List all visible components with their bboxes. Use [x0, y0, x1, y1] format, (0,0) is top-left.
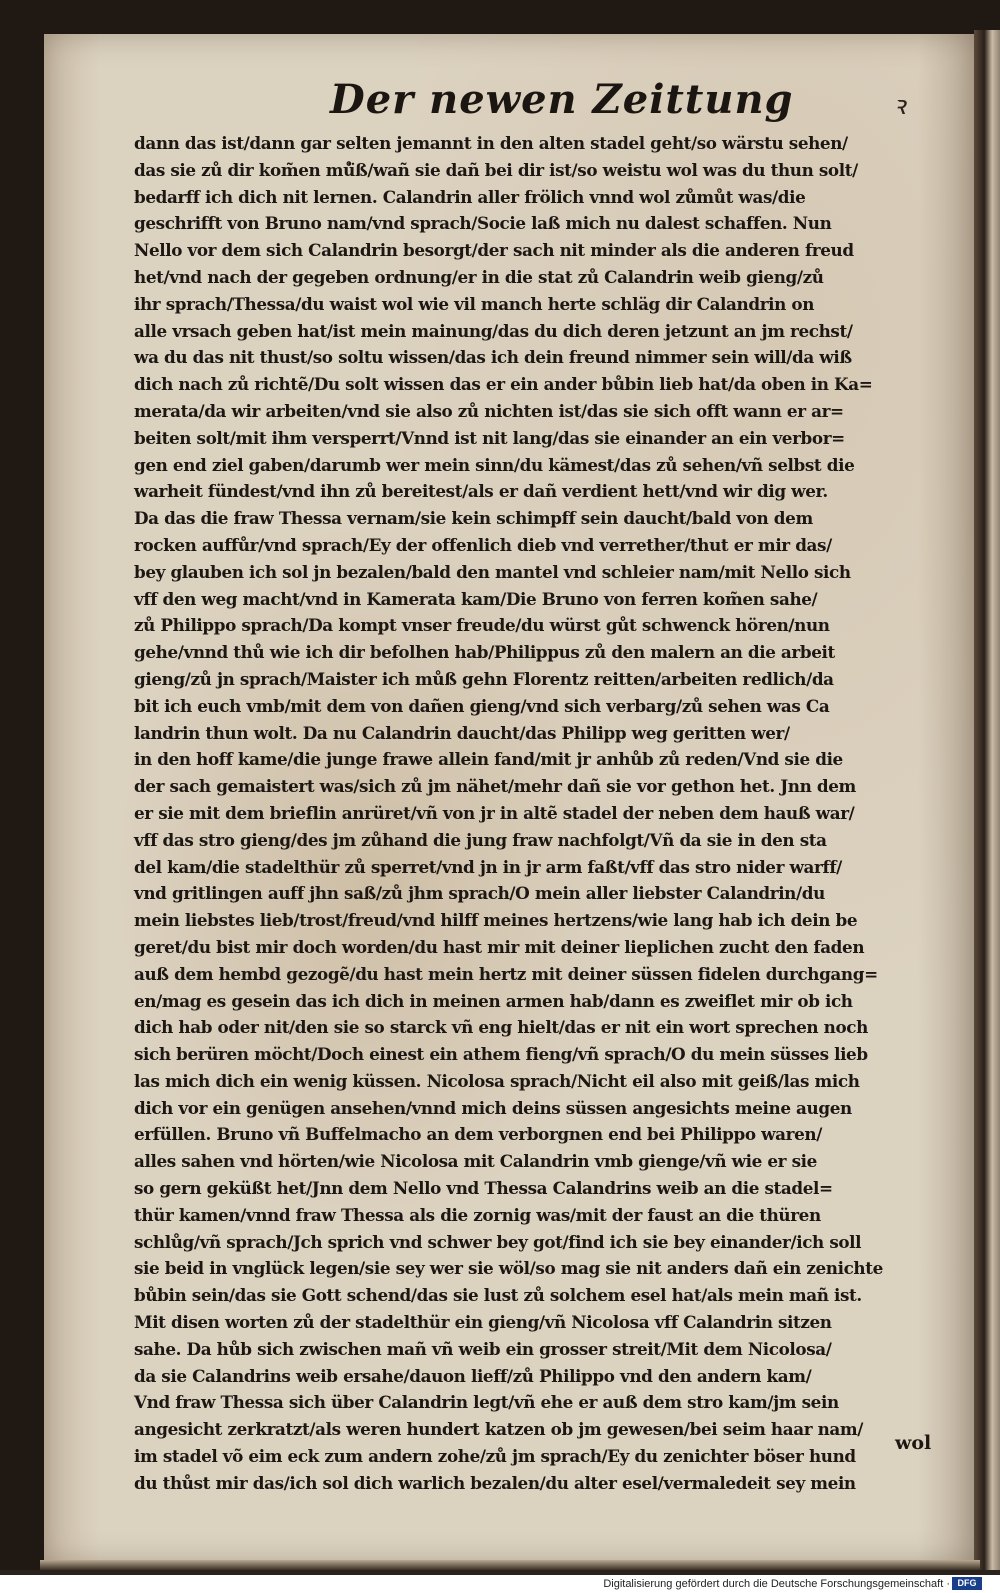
text-line: der sach gemaistert was/sich zů jm nähet/mehr dañ sie vor gethon het. Jnn dem: [134, 777, 856, 798]
text-line: vff das stro gieng/des jm zůhand die jung fraw nachfolgt/Vñ da sie in den sta: [134, 830, 827, 851]
text-line: gieng/zů jn sprach/Maister ich můß gehn Florentz reitten/arbeiten redlich/da: [134, 669, 834, 690]
text-line: so gern geküßt het/Jnn dem Nello vnd Thessa Calandrins weib an die stadel=: [134, 1179, 833, 1200]
text-line: auß dem hembd gezogẽ/du hast mein hertz mit deiner süssen fidelen durchgang=: [134, 964, 878, 985]
text-line: Vnd fraw Thessa sich über Calandrin legt/vñ ehe er auß dem stro kam/jm sein: [134, 1393, 839, 1414]
text-line: thür kamen/vnnd fraw Thessa als die zornig was/mit der faust an die thüren: [134, 1205, 821, 1226]
text-line: du thůst mir das/ich sol dich warlich bezalen/du alter esel/vermaledeit sey mein: [134, 1473, 856, 1494]
text-line: rocken auffůr/vnd sprach/Ey der offenlich dieb vnd verrether/thut er mir das/: [134, 535, 832, 556]
text-line: las mich dich ein wenig küssen. Nicolosa sprach/Nicht eil also mit geiß/las mich: [134, 1071, 860, 1092]
text-line: zů Philippo sprach/Da kompt vnser freude/du würst gůt schwenck hören/nun: [134, 616, 830, 637]
text-line: angesicht zerkratzt/als weren hundert katzen ob jm gewesen/bei seim haar nam/: [134, 1420, 864, 1441]
dfg-logo: DFG: [952, 1577, 982, 1590]
text-line: geret/du bist mir doch worden/du hast mir mit deiner lieplichen zucht den faden: [134, 937, 865, 958]
text-line: en/mag es gesein das ich dich in meinen armen hab/dann es zweiflet mir ob ich: [134, 991, 853, 1012]
text-line: mein liebstes lieb/trost/freud/vnd hilff meines hertzens/wie lang hab ich dein be: [134, 911, 858, 932]
text-line: wa du das nit thust/so soltu wissen/das ich dein freund nimmer sein will/da wiß: [134, 348, 852, 369]
text-line: bedarff ich dich nit lernen. Calandrin aller frölich vnnd wol zůmůt was/die: [134, 187, 806, 208]
text-line: beiten solt/mit ihm versperrt/Vnnd ist nit lang/das sie einander an ein verbor=: [134, 428, 845, 449]
text-line: Mit disen worten zů der stadelthür ein gieng/vñ Nicolosa vff Calandrin sitzen: [134, 1313, 832, 1334]
text-line: bey glauben ich sol jn bezalen/bald den mantel vnd schleier nam/mit Nello sich: [134, 562, 851, 583]
text-line: landrin thun wolt. Da nu Calandrin daucht/das Philipp weg geritten wer/: [134, 723, 790, 744]
text-line: gen end ziel gaben/darumb wer mein sinn/du kämest/das zů sehen/vñ selbst die: [134, 455, 855, 476]
text-line: ihr sprach/Thessa/du waist wol wie vil manch herte schläg dir Calandrin on: [134, 294, 815, 315]
text-line: im stadel võ eim eck zum andern zohe/zů jm sprach/Ey du zenichter böser hund: [134, 1447, 856, 1468]
text-line: das sie zů dir kom̃en mů̈ß/wañ sie dañ bei dir ist/so weistu wol was du thun solt/: [134, 160, 858, 181]
text-line: merata/da wir arbeiten/vnd sie also zů nichten ist/das sie sich offt wann er ar=: [134, 401, 844, 422]
text-line: alle vrsach geben hat/ist mein mainung/das du dich deren jetzunt an jm rechst/: [134, 321, 853, 342]
text-line: Da das die fraw Thessa vernam/sie kein schimpff sein daucht/bald von dem: [134, 509, 813, 530]
text-line: da sie Calandrins weib ersahe/dauon lieff/zů Philippo vnd den andern kam/: [134, 1366, 812, 1387]
footer-credit: Digitalisierung gefördert durch die Deutsche Forschungsgemeinschaft ·: [603, 1578, 950, 1590]
text-line: dann das ist/dann gar selten jemannt in den alten stadel geht/so wärstu sehen/: [134, 134, 848, 154]
running-heading: Der newen Zeittung: [330, 76, 794, 123]
text-line: vff den weg macht/vnd in Kamerata kam/Die Bruno von ferren kom̃en sahe/: [134, 589, 818, 610]
text-line: het/vnd nach der gegeben ordnung/er in die stat zů Calandrin weib gieng/zů: [134, 267, 824, 288]
text-line: Nello vor dem sich Calandrin besorgt/der sach nit minder als die anderen freud: [134, 241, 854, 262]
text-line: schlůg/vñ sprach/Jch sprich vnd schwer bey got/find ich sie bey einander/ich soll: [134, 1232, 862, 1253]
text-line: bůbin sein/das sie Gott schend/das sie lust zů solchem esel hat/als mein mañ ist.: [134, 1286, 862, 1307]
text-line: warheit fündest/vnd ihn zů bereitest/als er dañ verdient hett/vnd wir dig wer.: [134, 482, 828, 503]
text-line: sie beid in vnglück legen/sie sey wer sie wöl/so mag sie nit anders dañ ein zenichte: [134, 1259, 883, 1280]
book-bottom-edge: [40, 1560, 980, 1570]
text-line: sich berüren möcht/Doch einest ein athem fieng/vñ sprach/O du mein süsses lieb: [134, 1045, 868, 1066]
text-line: erfüllen. Bruno vñ Buffelmacho an dem verborgnen end bei Philippo waren/: [134, 1125, 822, 1146]
marginal-mark: ꝛ: [893, 91, 906, 121]
text-line: in den hoff kame/die junge frawe allein fand/mit jr anhůb zů reden/Vnd sie die: [134, 750, 843, 771]
text-line: sahe. Da hůb sich zwischen mañ vñ weib ein grosser streit/Mit dem Nicolosa/: [134, 1339, 832, 1360]
text-line: er sie mit dem brieflin anrüret/vñ von jr in altẽ stadel der neben dem hauß war/: [134, 803, 855, 824]
text-line: vnd gritlingen auff jhn saß/zů jhm sprach/O mein aller liebster Calandrin/du: [134, 884, 825, 905]
text-line: del kam/die stadelthür zů sperret/vnd jn in jr arm faßt/vff das stro nider warff/: [134, 857, 842, 878]
text-line: gehe/vnnd thů wie ich dir befolhen hab/Philippus zů den malern an die arbeit: [134, 643, 835, 664]
catchword: wol: [895, 1432, 932, 1454]
text-line: dich hab oder nit/den sie so starck vñ eng hielt/das er nit ein wort sprechen noch: [134, 1018, 868, 1039]
book-spine-edge: [974, 30, 1000, 1570]
body-text: [134, 131, 934, 1498]
text-line: dich vor ein genügen ansehen/vnnd mich deins süssen angesichts meine augen: [134, 1098, 852, 1119]
text-line: geschrifft von Bruno nam/vnd sprach/Socie laß mich nu dalest schaffen. Nun: [134, 214, 832, 235]
text-line: bit ich euch vmb/mit dem von dañen gieng/vnd sich verbarg/zů sehen was Ca: [134, 696, 830, 717]
text-line: dich nach zů richtẽ/Du solt wissen das er ein ander bůbin lieb hat/da oben in Ka=: [134, 375, 873, 396]
text-line: alles sahen vnd hörten/wie Nicolosa mit Calandrin vmb gienge/vñ wie er sie: [134, 1152, 817, 1173]
